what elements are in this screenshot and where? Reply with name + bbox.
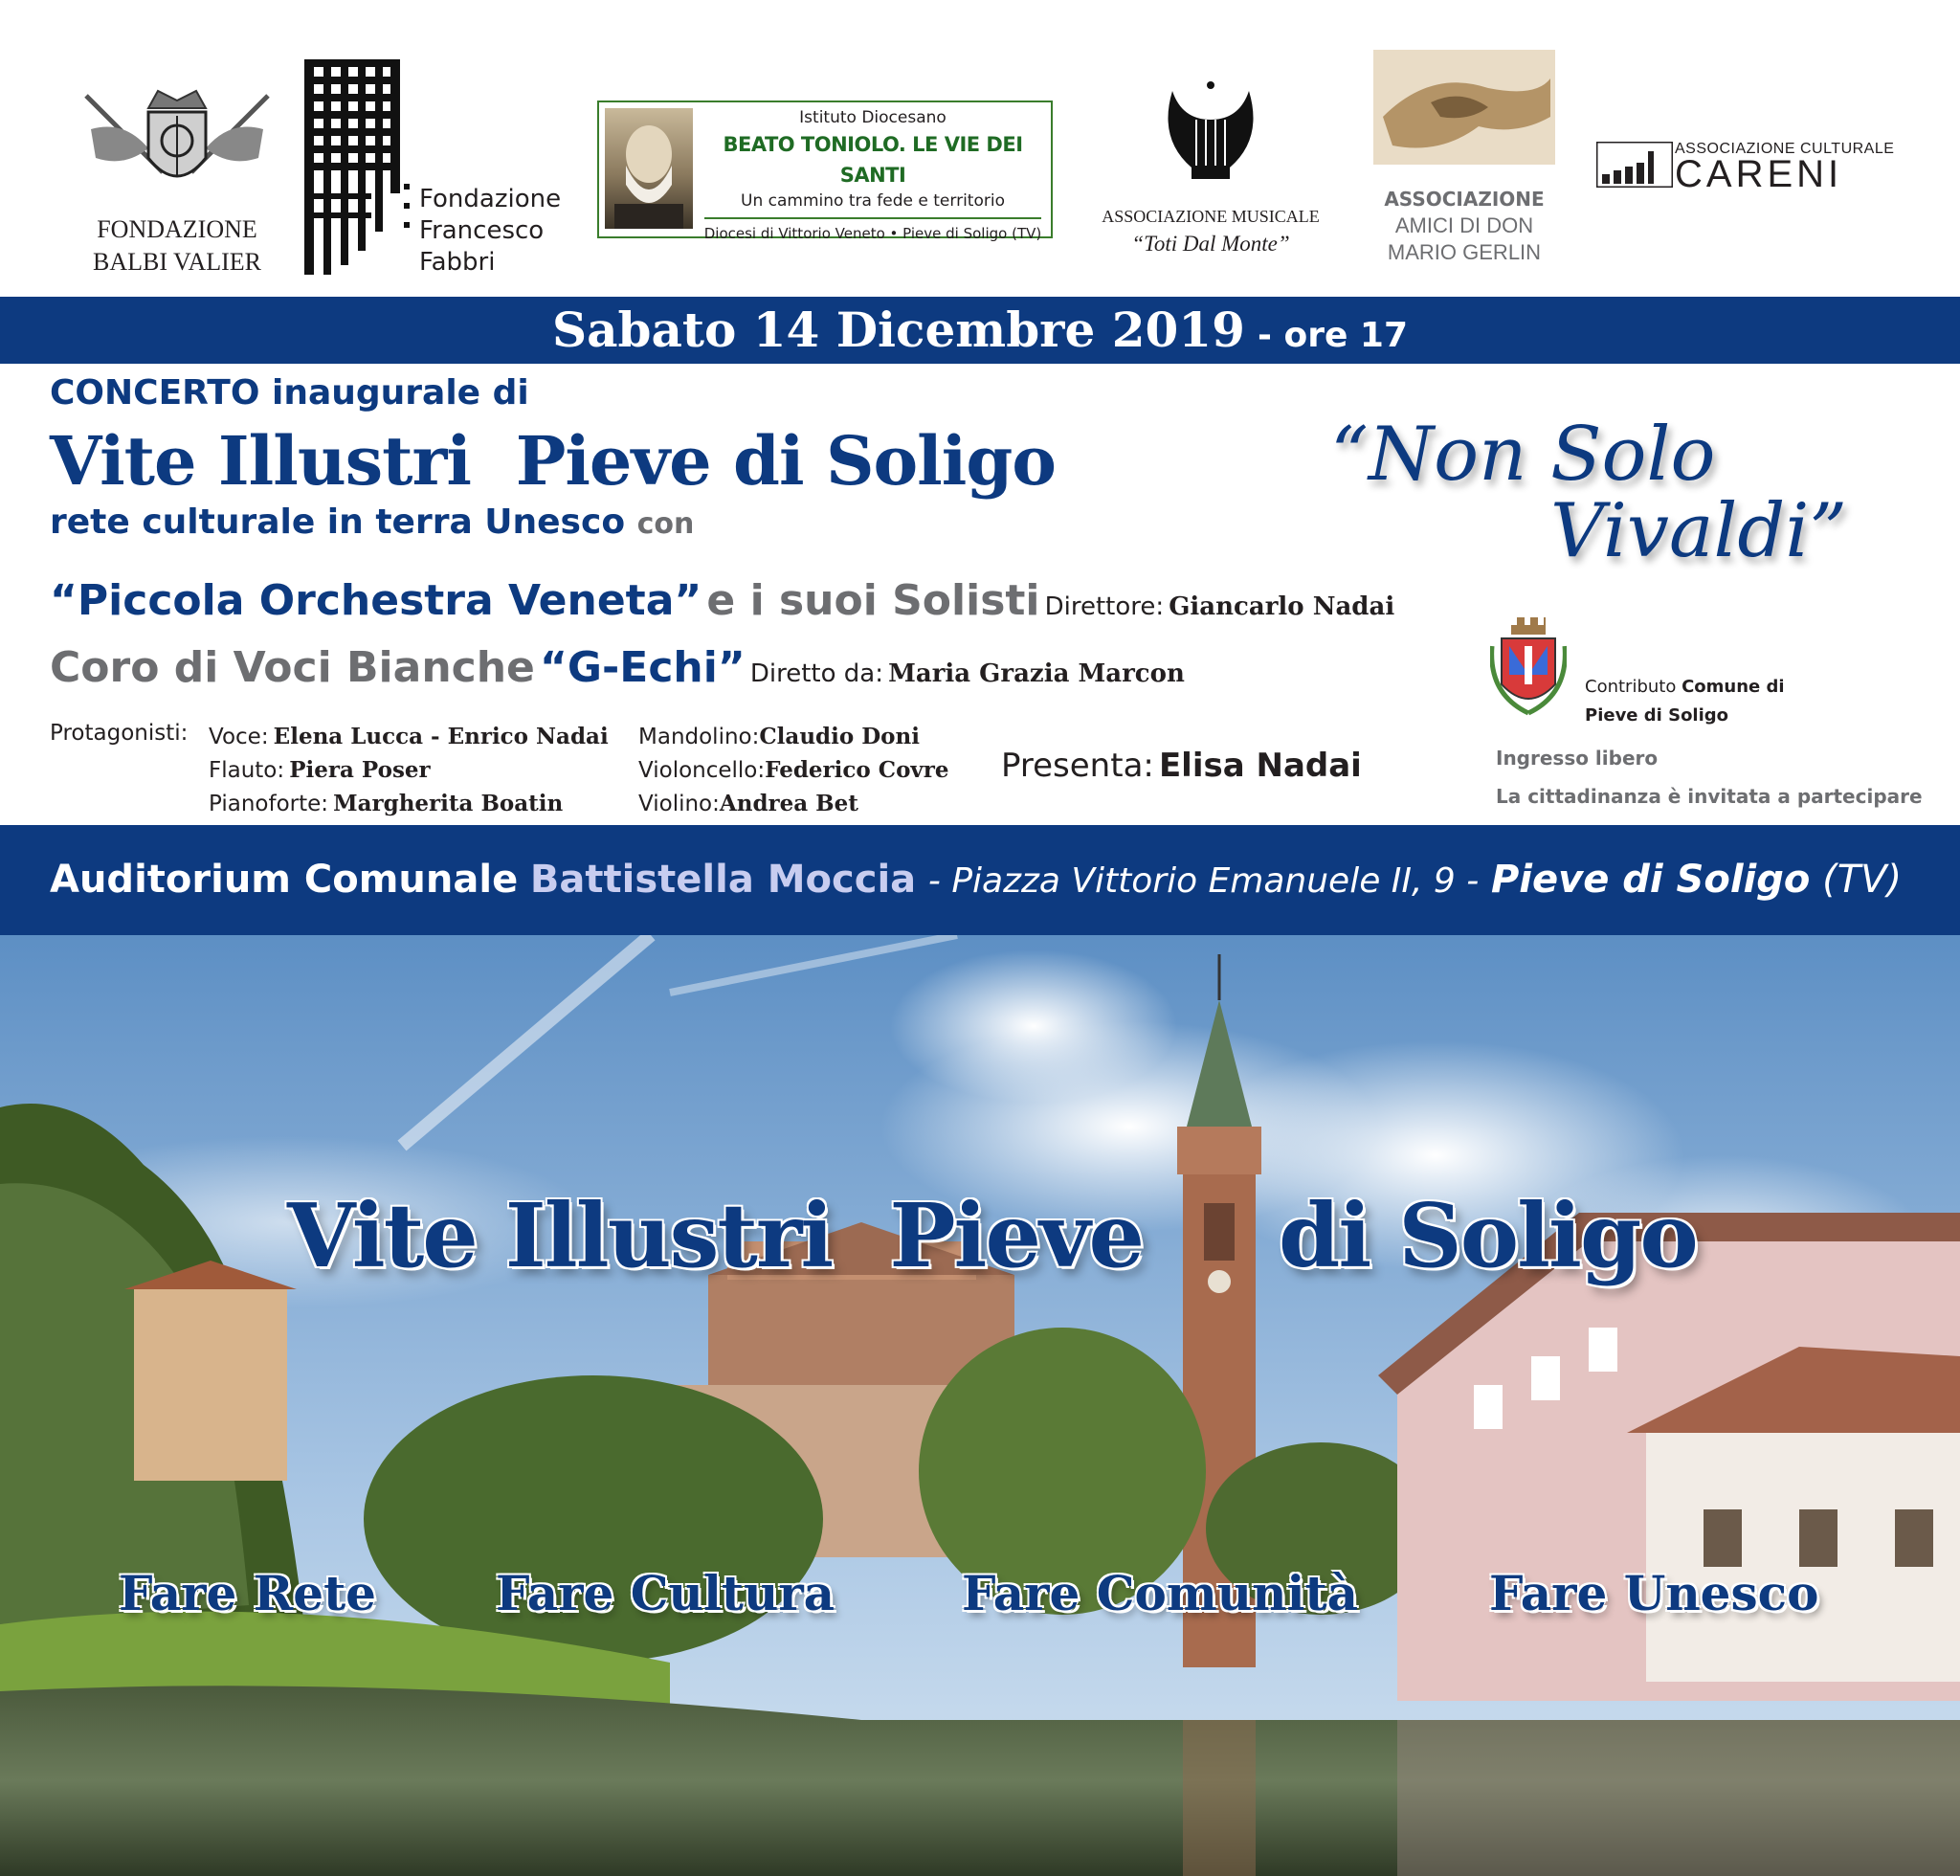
director-name: Giancarlo Nadai	[1169, 592, 1395, 621]
motto-4: Fare Unesco	[1489, 1565, 1819, 1621]
protagonists-col2	[638, 721, 949, 821]
venue-part2: Battistella Moccia	[529, 858, 917, 902]
toniolo-line1: Istituto Diocesano	[799, 108, 947, 127]
venue-part3: - Piazza Vittorio Emanuele II, 9 -	[927, 861, 1480, 901]
intro-bold: CONCERTO	[50, 373, 260, 413]
protagonist-row	[638, 721, 949, 754]
contrib-bold: Comune di	[1682, 677, 1785, 697]
protagonist-role: Flauto:	[209, 758, 285, 783]
careni-line2: CARENI	[1675, 153, 1843, 195]
toti-line2: “Toti Dal Monte”	[1131, 232, 1290, 256]
town-scene-icon	[0, 935, 1960, 1876]
protagonist-name: Federico Covre	[765, 757, 949, 783]
fabbri-logo	[304, 59, 572, 275]
protagonist-name: Elena Lucca - Enrico Nadai	[273, 724, 609, 749]
gerlin-line2: AMICI DI DON	[1394, 213, 1534, 237]
quote-line2: Vivaldi”	[1550, 488, 1848, 574]
photo-title-a: Vite Illustri Pieve	[287, 1184, 1144, 1287]
presenter-name: Elisa Nadai	[1158, 747, 1362, 785]
motto-3: Fare Comunità	[962, 1565, 1358, 1621]
protagonist-role: Pianoforte:	[209, 792, 329, 816]
quote	[1321, 412, 1857, 584]
protagonists-label: Protagonisti:	[50, 721, 189, 746]
gerlin-logo	[1369, 50, 1560, 272]
fabbri-mark-icon	[304, 59, 410, 275]
lyre-icon	[1153, 81, 1268, 187]
choir-director-label: Diretto da:	[749, 659, 883, 688]
choir-name: “G-Echi”	[540, 643, 746, 692]
careni-line1: ASSOCIAZIONE CULTURALE	[1675, 141, 1895, 157]
protagonists-col1	[209, 721, 609, 821]
fabbri-line2: Francesco	[419, 216, 545, 245]
protagonist-role: Violoncello:	[638, 758, 766, 783]
fabbri-line3: Fabbri	[419, 248, 496, 277]
intro-rest: inaugurale di	[271, 373, 529, 413]
quote-line1: “Non Solo	[1330, 412, 1716, 498]
motto-1: Fare Rete	[119, 1565, 376, 1621]
event-date: Sabato 14 Dicembre 2019	[551, 302, 1245, 358]
venue-part1: Auditorium Comunale	[50, 858, 519, 902]
careni-logo	[1596, 141, 1912, 195]
town-photo	[0, 935, 1960, 1876]
protagonist-row	[638, 788, 949, 821]
toti-logo	[1081, 81, 1340, 273]
protagonist-name: Claudio Doni	[759, 724, 920, 749]
director-label: Direttore:	[1044, 592, 1165, 621]
invite-note: La cittadinanza è invitata a partecipare	[1496, 785, 1923, 808]
balbi-valier-line2: BALBI VALIER	[93, 248, 261, 276]
event-subtitle: rete culturale in terra Unesco	[50, 502, 626, 542]
entry-note: Ingresso libero	[1496, 747, 1659, 770]
venue-part5: (TV)	[1822, 858, 1903, 902]
protagonist-row	[638, 754, 949, 788]
gerlin-line1: ASSOCIAZIONE	[1384, 188, 1545, 211]
event-time: - ore 17	[1257, 316, 1408, 355]
event-title: Vite Illustri Pieve di Soligo	[50, 421, 1057, 501]
venue-part4: Pieve di Soligo	[1490, 858, 1811, 902]
toti-line1: ASSOCIAZIONE MUSICALE	[1102, 207, 1320, 226]
protagonist-row	[209, 754, 609, 788]
date-band	[0, 297, 1960, 364]
toniolo-line3: Un cammino tra fede e territorio	[741, 191, 1005, 211]
protagonist-name: Andrea Bet	[719, 791, 858, 816]
protagonist-role: Mandolino:	[638, 725, 760, 749]
protagonist-role: Violino:	[638, 792, 720, 816]
protagonist-row	[209, 721, 609, 754]
protagonist-role: Voce:	[209, 725, 269, 749]
choir-label: Coro di Voci Bianche	[50, 643, 535, 692]
toniolo-line2: BEATO TONIOLO. LE VIE DEI SANTI	[723, 133, 1023, 187]
balbi-valier-logo	[67, 81, 287, 276]
contrib-prefix: Contributo	[1585, 677, 1677, 697]
gerlin-line3: MARIO GERLIN	[1387, 240, 1542, 264]
contrib-line2: Pieve di Soligo	[1585, 705, 1729, 726]
toniolo-portrait	[605, 108, 693, 229]
crest-icon	[67, 81, 287, 196]
choir-director-name: Maria Grazia Marcon	[888, 659, 1185, 688]
fabbri-line1: Fondazione	[419, 185, 562, 213]
presenter-label: Presenta:	[1001, 747, 1154, 785]
venue-band	[0, 825, 1960, 935]
orchestra-rest: e i suoi Solisti	[706, 576, 1040, 625]
motto-2: Fare Cultura	[496, 1565, 835, 1621]
photo-title-b: di Soligo	[1279, 1184, 1697, 1287]
balbi-valier-line1: FONDAZIONE	[97, 215, 257, 243]
event-subtitle-con: con	[636, 507, 695, 541]
protagonist-row	[209, 788, 609, 821]
toniolo-line4: Diocesi di Vittorio Veneto • Pieve di Soligo (TV)	[703, 225, 1042, 242]
hands-icon	[1373, 50, 1555, 165]
portrait-icon	[605, 108, 693, 229]
protagonist-name: Piera Poser	[289, 757, 431, 783]
comune-crest	[1490, 617, 1567, 723]
toniolo-logo	[597, 100, 1053, 242]
shield-icon	[1490, 617, 1567, 723]
orchestra-name: “Piccola Orchestra Veneta”	[50, 576, 702, 625]
careni-mark-icon	[1596, 142, 1673, 188]
protagonist-name: Margherita Boatin	[333, 791, 564, 816]
